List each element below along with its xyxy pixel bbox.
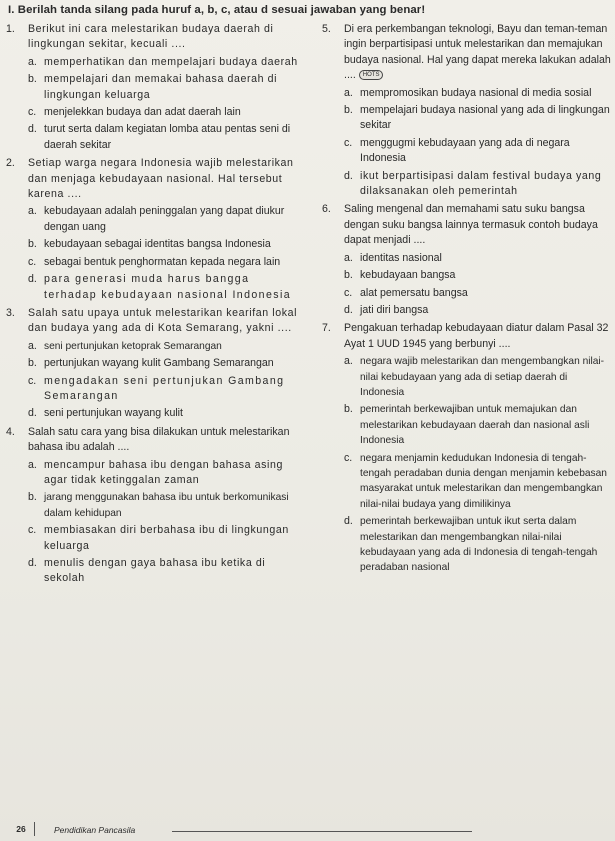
option-b[interactable]	[344, 268, 612, 283]
option-d[interactable]	[344, 514, 612, 576]
question-2	[6, 156, 306, 303]
option-text: jati diri bangsa	[360, 303, 429, 316]
option-a[interactable]	[344, 354, 612, 400]
option-text: alat pemersatu bangsa	[360, 286, 468, 299]
option-a[interactable]	[28, 204, 306, 235]
option-text: kebudayaan adalah peninggalan yang dapat diukur dengan uang	[44, 205, 285, 233]
option-letter: c.	[28, 524, 37, 537]
option-a[interactable]	[28, 458, 306, 489]
option-letter: d.	[28, 407, 37, 420]
footer-rule	[172, 831, 472, 832]
option-c[interactable]	[28, 374, 306, 405]
book-title: Pendidikan Pancasila	[54, 825, 136, 835]
option-d[interactable]	[28, 272, 306, 303]
option-a[interactable]	[28, 339, 306, 354]
option-b[interactable]	[344, 103, 612, 134]
option-text: menjelekkan budaya dan adat daerah lain	[44, 106, 241, 119]
option-text: mempromosikan budaya nasional di media sosial	[360, 86, 592, 99]
question-text-wrap	[344, 22, 612, 84]
option-text: pemerintah berkewajiban untuk memajukan dan melestarikan kebudayaan daerah dan nasional asli Indonesia	[360, 404, 590, 447]
option-text: mempelajari dan memakai bahasa daerah di lingkungan keluarga	[44, 73, 278, 101]
question-text: Saling mengenal dan memahami satu suku bangsa dengan suku bangsa lainnya termasuk contoh budaya dapat menjadi ....	[344, 203, 598, 247]
option-letter: b.	[28, 238, 37, 251]
option-d[interactable]	[28, 406, 306, 421]
option-letter: a.	[28, 339, 37, 352]
option-c[interactable]	[344, 286, 612, 301]
question-text: Salah satu upaya untuk melestarikan kearifan lokal dan budaya yang ada di Kota Semarang, yakni ....	[28, 306, 298, 335]
question-text: Salah satu cara yang bisa dilakukan untuk melestarikan bahasa ibu adalah ....	[28, 425, 290, 454]
option-letter: a.	[28, 55, 37, 68]
option-text: pemerintah berkewajiban untuk ikut serta dalam melestarikan dan mengembangkan nilai-nilai kebudayaan yang ada di Indonesia di tengah-tengah peradaban nasional	[360, 516, 598, 574]
option-text: menggugmi kebudayaan yang ada di negara Indonesia	[360, 136, 570, 165]
question-number: 5.	[322, 23, 331, 35]
option-letter: c.	[28, 106, 37, 119]
option-text: pertunjukan wayang kulit Gambang Semarangan	[44, 357, 274, 370]
option-b[interactable]	[344, 402, 612, 448]
option-b[interactable]	[28, 72, 306, 103]
option-letter: c.	[28, 374, 37, 387]
option-text: sebagai bentuk penghormatan kepada negara lain	[44, 255, 281, 268]
question-number: 3.	[6, 306, 15, 319]
option-c[interactable]	[344, 451, 612, 513]
option-letter: c.	[28, 255, 37, 268]
question-4	[6, 425, 306, 587]
option-letter: c.	[344, 286, 353, 299]
question-number: 7.	[322, 322, 331, 335]
option-a[interactable]	[344, 86, 612, 101]
question-6	[322, 202, 612, 318]
option-c[interactable]	[344, 136, 612, 167]
option-letter: b.	[28, 73, 37, 86]
option-text: jarang menggunakan bahasa ibu untuk berkomunikasi dalam kehidupan	[44, 492, 289, 519]
page-footer	[0, 820, 615, 841]
option-d[interactable]	[344, 303, 612, 318]
option-letter: c.	[344, 451, 353, 464]
option-text: ikut berpartisipasi dalam festival budaya yang dilaksanakan oleh pemerintah	[360, 169, 602, 198]
option-text: negara menjamin kedudukan Indonesia di tengah-tengah peradaban dunia dengan menjamin kebebasan masyarakat untuk melestarikan dan mengembangkan nilai-nilai budaya yang dimilikinya	[360, 452, 607, 510]
option-d[interactable]	[344, 169, 612, 200]
option-text: turut serta dalam kegiatan lomba atau pentas seni di daerah sekitar	[44, 123, 291, 151]
option-text: mempelajari budaya nasional yang ada di lingkungan sekitar	[360, 104, 610, 132]
option-letter: a.	[344, 86, 353, 99]
option-text: kebudayaan bangsa	[360, 269, 456, 282]
option-b[interactable]	[28, 356, 306, 371]
page-number: 26	[16, 824, 26, 834]
option-b[interactable]	[28, 490, 306, 521]
option-letter: a.	[28, 205, 37, 218]
option-letter: b.	[28, 357, 37, 370]
option-c[interactable]	[28, 523, 306, 554]
option-letter: b.	[344, 104, 353, 117]
question-7	[322, 321, 612, 576]
hots-badge: HOTS	[359, 70, 384, 80]
question-text: Berikut ini cara melestarikan budaya daerah di lingkungan sekitar, kecuali ....	[28, 23, 274, 51]
option-text: para generasi muda harus bangga terhadap kebudayaan nasional Indonesia	[44, 273, 291, 301]
question-number: 6.	[322, 203, 331, 216]
option-letter: b.	[28, 491, 37, 504]
question-number: 1.	[6, 23, 15, 35]
option-text: kebudayaan sebagai identitas bangsa Indonesia	[44, 238, 271, 251]
option-text: menulis dengan gaya bahasa ibu ketika di sekolah	[44, 557, 266, 585]
question-number: 2.	[6, 157, 15, 170]
option-text: seni pertunjukan ketoprak Semarangan	[44, 340, 222, 352]
option-letter: b.	[344, 403, 353, 416]
option-letter: b.	[344, 269, 353, 282]
option-c[interactable]	[28, 105, 306, 120]
question-text: Setiap warga negara Indonesia wajib melestarikan dan menjaga kebudayaan nasional. Hal tersebut karena ....	[28, 157, 294, 201]
option-text: membiasakan diri berbahasa ibu di lingkungan keluarga	[44, 524, 289, 552]
option-letter: a.	[28, 458, 37, 471]
option-d[interactable]	[28, 122, 306, 153]
option-a[interactable]	[28, 55, 306, 70]
question-1	[6, 22, 306, 153]
instruction-heading: I. Berilah tanda silang pada huruf a, b, c, atau d sesuai jawaban yang benar!	[8, 4, 426, 16]
option-letter: d.	[344, 169, 353, 182]
option-letter: d.	[28, 273, 37, 286]
option-text: memperhatikan dan mempelajari budaya daerah	[44, 55, 298, 68]
option-text: mengadakan seni pertunjukan Gambang Semarangan	[44, 374, 285, 402]
option-letter: d.	[344, 515, 353, 528]
question-5	[322, 22, 612, 199]
option-a[interactable]	[344, 251, 612, 266]
question-number: 4.	[6, 425, 15, 438]
option-letter: d.	[344, 303, 353, 316]
left-column	[6, 22, 306, 590]
question-3	[6, 306, 306, 422]
right-column	[322, 22, 612, 579]
question-text: Di era perkembangan teknologi, Bayu dan teman-teman ingin berpartisipasi untuk melestarikan dan memajukan budaya nasional. Hal yang dapat mereka lakukan adalah ....	[344, 23, 611, 82]
option-letter: d.	[28, 557, 37, 569]
option-text: identitas nasional	[360, 251, 442, 264]
option-c[interactable]	[28, 255, 306, 270]
option-text: seni pertunjukan wayang kulit	[44, 407, 183, 420]
option-letter: a.	[344, 251, 353, 264]
option-b[interactable]	[28, 237, 306, 252]
footer-divider	[34, 822, 35, 836]
option-letter: a.	[344, 355, 353, 368]
question-text: Pengakuan terhadap kebudayaan diatur dalam Pasal 32 Ayat 1 UUD 1945 yang berbunyi ....	[344, 322, 609, 350]
option-letter: d.	[28, 123, 37, 136]
option-text: negara wajib melestarikan dan mengembangkan nilai-nilai kebudayaan yang ada di setiap daerah di Indonesia	[360, 356, 605, 398]
option-text: mencampur bahasa ibu dengan bahasa asing agar tidak ketinggalan zaman	[44, 458, 283, 486]
option-letter: c.	[344, 136, 353, 149]
option-d[interactable]	[28, 556, 306, 587]
